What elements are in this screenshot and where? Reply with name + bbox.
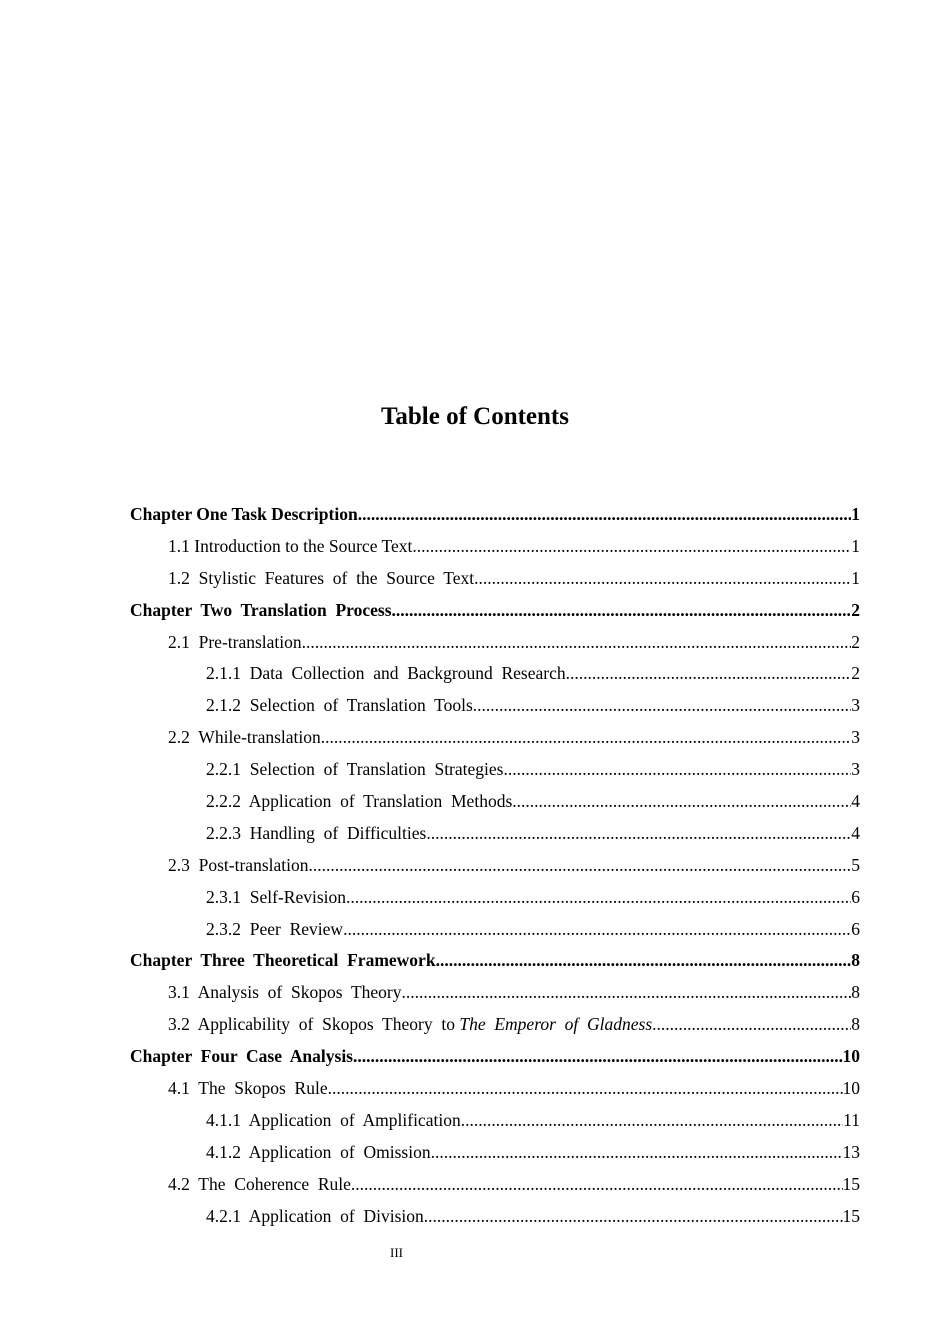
toc-leader-dots — [426, 818, 851, 850]
toc-entry-text: 2.2.3 Handling of Difficulties — [206, 822, 427, 843]
toc-entry-text: 4.1.2 Application of Omission — [206, 1141, 431, 1162]
toc-entry-text: 4.1.1 Application of Amplification — [206, 1109, 461, 1130]
toc-entry-text: 2.1.1 Data Collection and Background Research — [206, 663, 566, 684]
toc-entry-italic-title: The Emperor of Gladness — [459, 1014, 653, 1035]
toc-page-number: 6 — [851, 886, 860, 907]
toc-entry-title — [206, 818, 426, 850]
toc-entry-text: Chapter One Task Description — [130, 504, 358, 524]
toc-leader-dots — [358, 499, 852, 531]
toc-leader-dots — [412, 531, 851, 563]
toc-entry-title — [130, 1041, 353, 1073]
toc-subsection-entry[interactable] — [130, 1201, 860, 1233]
toc-chapter-entry[interactable] — [130, 945, 860, 977]
toc-leader-dots — [566, 658, 852, 690]
toc-chapter-entry[interactable] — [130, 1041, 860, 1073]
toc-entry-title — [168, 1009, 652, 1041]
toc-entry-text: 4.1 The Skopos Rule — [168, 1078, 328, 1099]
toc-entry-title — [168, 722, 321, 754]
toc-entry-title — [168, 627, 302, 659]
toc-leader-dots — [353, 1041, 843, 1073]
toc-section-entry[interactable] — [130, 850, 860, 882]
toc-entry-title — [168, 977, 402, 1009]
toc-subsection-entry[interactable] — [130, 786, 860, 818]
toc-section-entry[interactable] — [130, 531, 860, 563]
toc-leader-dots — [512, 786, 851, 818]
toc-entry-text: 4.2.1 Application of Division — [206, 1205, 424, 1226]
toc-entry-text: Chapter Two Translation Process — [130, 599, 392, 620]
toc-page-number: 5 — [851, 854, 860, 875]
toc-entry-text: 3.2 Applicability of Skopos Theory to — [168, 1014, 460, 1035]
toc-subsection-entry[interactable] — [130, 882, 860, 914]
toc-entry-text: 2.2 While-translation — [168, 727, 321, 748]
toc-entry-text: 3.1 Analysis of Skopos Theory — [168, 982, 402, 1003]
toc-entry-text: 2.3.1 Self-Revision — [206, 886, 346, 907]
toc-leader-dots — [402, 977, 852, 1009]
toc-entry-text: Chapter Four Case Analysis — [130, 1046, 353, 1067]
toc-entry-title — [206, 786, 512, 818]
toc-section-entry[interactable] — [130, 977, 860, 1009]
toc-entry-text: 2.1.2 Selection of Translation Tools — [206, 695, 473, 716]
toc-page-number: 15 — [842, 1205, 860, 1226]
toc-leader-dots — [343, 914, 851, 946]
toc-leader-dots — [424, 1201, 843, 1233]
toc-entry-text: 4.2 The Coherence Rule — [168, 1173, 351, 1194]
toc-entry-title — [130, 499, 358, 531]
toc-entry-title — [168, 1073, 328, 1105]
toc-page-number: 3 — [851, 695, 860, 716]
toc-subsection-entry[interactable] — [130, 690, 860, 722]
toc-page-number: 13 — [842, 1141, 860, 1162]
toc-entry-text: 2.3.2 Peer Review — [206, 918, 344, 939]
toc-subsection-entry[interactable] — [130, 818, 860, 850]
toc-page-number: 2 — [851, 631, 860, 652]
toc-leader-dots — [652, 1009, 851, 1041]
toc-page-number: 4 — [851, 822, 860, 843]
toc-page-number: 2 — [851, 599, 860, 620]
toc-chapter-entry[interactable] — [130, 595, 860, 627]
toc-leader-dots — [473, 690, 851, 722]
toc-section-entry[interactable] — [130, 563, 860, 595]
toc-entry-title — [206, 914, 343, 946]
toc-entry-title — [206, 1137, 431, 1169]
toc-section-entry[interactable] — [130, 627, 860, 659]
toc-leader-dots — [431, 1137, 843, 1169]
toc-subsection-entry[interactable] — [130, 1105, 860, 1137]
toc-entry-title — [206, 690, 473, 722]
toc-list — [130, 499, 860, 1232]
toc-page-number: 6 — [851, 918, 860, 939]
toc-entry-text: 2.3 Post-translation — [168, 854, 309, 875]
toc-entry-title — [168, 531, 412, 563]
toc-entry-text: 2.2.2 Application of Translation Methods — [206, 791, 513, 812]
toc-entry-title — [168, 563, 474, 595]
toc-leader-dots — [461, 1105, 843, 1137]
toc-page-number: 3 — [851, 759, 860, 780]
toc-subsection-entry[interactable] — [130, 914, 860, 946]
toc-entry-title — [206, 1201, 424, 1233]
toc-page-number: 8 — [851, 1014, 860, 1035]
toc-entry-title — [206, 754, 503, 786]
toc-leader-dots — [351, 1169, 843, 1201]
toc-page-number: 2 — [851, 663, 860, 684]
toc-page-number: 11 — [843, 1109, 860, 1130]
toc-section-entry[interactable] — [130, 1169, 860, 1201]
toc-section-entry[interactable] — [130, 1073, 860, 1105]
toc-leader-dots — [302, 627, 852, 659]
toc-page-number: 10 — [842, 1078, 860, 1099]
toc-page-number: 1 — [851, 567, 860, 588]
toc-chapter-entry[interactable] — [130, 499, 860, 531]
toc-page-number: 10 — [842, 1046, 860, 1067]
page-number: III — [390, 1245, 403, 1260]
toc-leader-dots — [474, 563, 851, 595]
toc-entry-text: 2.2.1 Selection of Translation Strategies — [206, 759, 504, 780]
toc-entry-text: 1.2 Stylistic Features of the Source Text — [168, 567, 475, 588]
toc-entry-title — [130, 595, 392, 627]
toc-leader-dots — [308, 850, 851, 882]
toc-leader-dots — [328, 1073, 843, 1105]
toc-entry-text: Chapter Three Theoretical Framework — [130, 950, 436, 971]
toc-entry-title — [206, 1105, 461, 1137]
toc-entry-title — [206, 658, 566, 690]
toc-subsection-entry[interactable] — [130, 658, 860, 690]
toc-page-number: 4 — [851, 791, 860, 812]
toc-page-number: 1 — [851, 535, 860, 556]
toc-page-number: 3 — [851, 727, 860, 748]
toc-leader-dots — [436, 945, 852, 977]
toc-title: Table of Contents — [381, 403, 569, 430]
toc-subsection-entry[interactable] — [130, 754, 860, 786]
toc-page-number: 8 — [851, 950, 860, 971]
toc-leader-dots — [503, 754, 851, 786]
toc-leader-dots — [392, 595, 852, 627]
toc-entry-text: 1.1 Introduction to the Source Text — [168, 535, 413, 556]
toc-subsection-entry[interactable] — [130, 1137, 860, 1169]
toc-entry-title — [206, 882, 346, 914]
toc-section-entry[interactable] — [130, 722, 860, 754]
toc-page-number: 15 — [842, 1173, 860, 1194]
toc-leader-dots — [346, 882, 851, 914]
toc-page-number: 8 — [851, 982, 860, 1003]
toc-leader-dots — [321, 722, 851, 754]
toc-entry-title — [168, 1169, 351, 1201]
toc-entry-title — [168, 850, 308, 882]
toc-entry-title — [130, 945, 436, 977]
toc-entry-text: 2.1 Pre-translation — [168, 631, 302, 652]
toc-section-entry[interactable] — [130, 1009, 860, 1041]
toc-page-number: 1 — [851, 504, 860, 524]
